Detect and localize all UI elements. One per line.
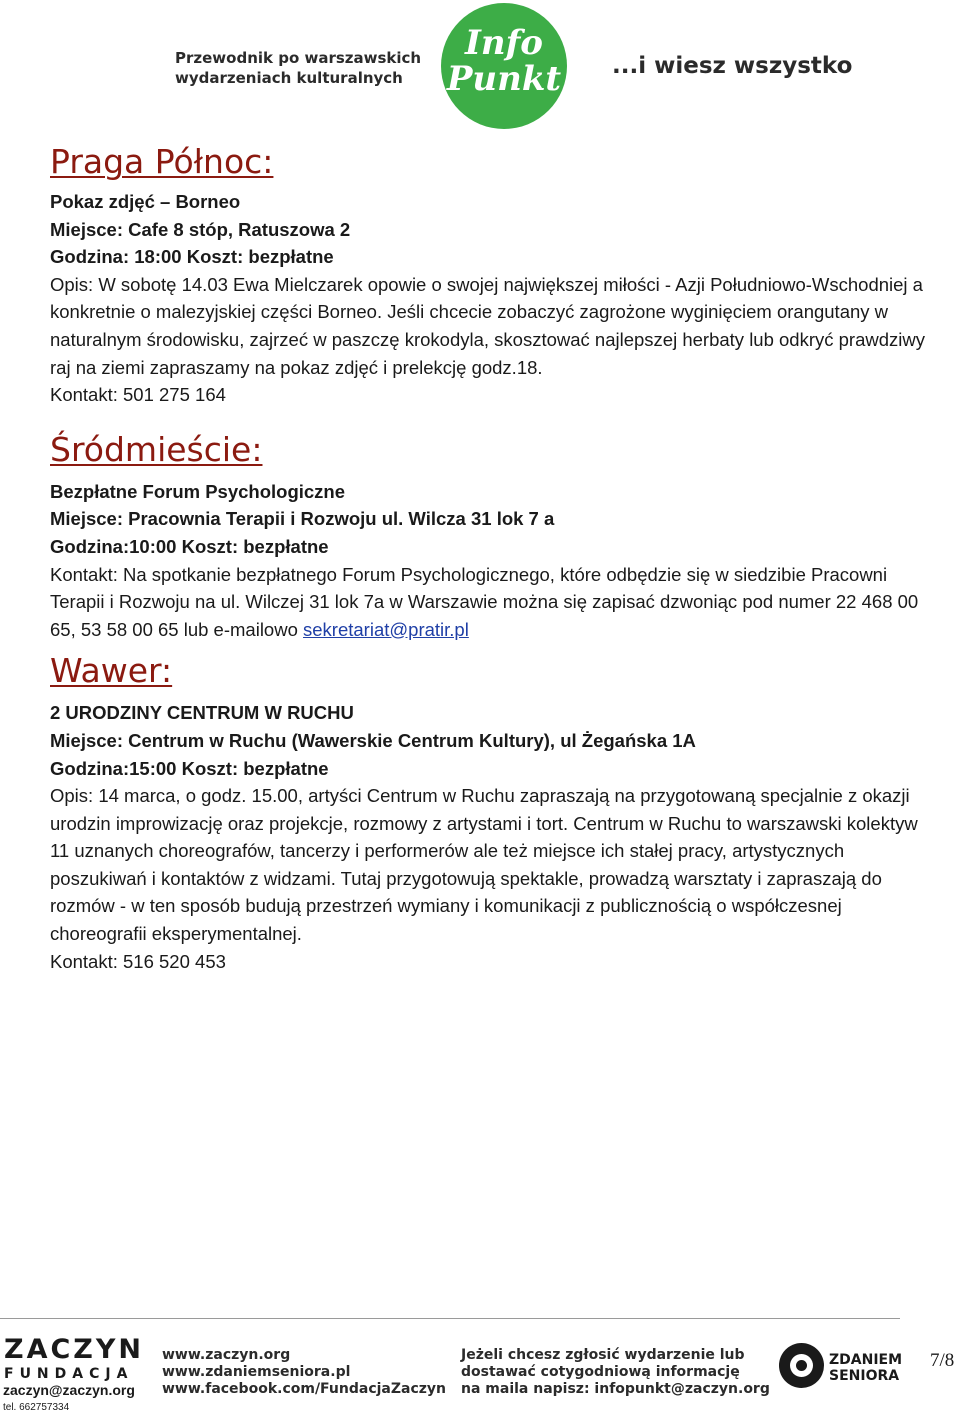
logo-line-info: Info — [465, 23, 543, 63]
zs-line1: ZDANIEM — [829, 1352, 903, 1368]
footer-email[interactable]: zaczyn@zaczyn.org — [3, 1382, 135, 1398]
guide-tagline-line2: wydarzeniach kulturalnych — [175, 69, 403, 87]
footer-links — [162, 1347, 446, 1398]
section-wawer — [50, 649, 940, 975]
page-number: 7/8 — [930, 1350, 955, 1371]
footer-link-zaczyn[interactable]: www.zaczyn.org — [162, 1347, 291, 1363]
event-place: Miejsce: Cafe 8 stóp, Ratuszowa 2 — [50, 218, 351, 240]
logo-line-punkt: Punkt — [446, 59, 562, 99]
event-title: 2 URODZINY CENTRUM W RUCHU — [50, 702, 354, 724]
event-contact: Kontakt: 516 520 453 — [50, 950, 226, 972]
section-heading: Praga Północ: — [50, 142, 274, 181]
logo-dot — [796, 1360, 807, 1371]
footer-notice-line1: Jeżeli chcesz zgłosić wydarzenie lub — [461, 1347, 745, 1363]
footer-notice — [461, 1347, 770, 1398]
footer-divider — [0, 1318, 900, 1319]
event-description: Opis: 14 marca, o godz. 15.00, artyści Centrum w Ruchu zapraszają na przygotowaną specjalnie z okazji urodzin improwizację oraz projekcje, rozmowy z artystami i tort. Centrum w Ruchu to warszawski kolektyw 11 uznanych choreografów, tancerzy i performerów ale też miejsce ich stałej pracy, artystycznych poszukiwań i kontaktów z widzami. Tutaj przygotowują spektakle, prowadzą warsztaty i zapraszają do rozmów - w ten sposób budują przestrzeń wymiany i komunikacji z publicznością o współczesnej choreografii eksperymentalnej. — [50, 785, 918, 945]
zdaniem-seniora-logo-icon — [779, 1343, 824, 1388]
event-time: Godzina: 18:00 Koszt: bezpłatne — [50, 246, 334, 268]
slogan: ...i wiesz wszystko — [612, 53, 853, 79]
info-punkt-logo-text — [441, 25, 567, 97]
section-heading: Wawer: — [50, 651, 173, 691]
section-praga — [50, 140, 940, 409]
section-heading: Śródmieście: — [50, 429, 263, 469]
page-footer — [0, 1310, 960, 1413]
guide-tagline-line1: Przewodnik po warszawskich — [175, 49, 422, 67]
events-content — [50, 140, 940, 975]
event-place: Miejsce: Centrum w Ruchu (Wawerskie Centrum Kultury), ul Żegańska 1A — [50, 729, 696, 751]
event-contact — [50, 561, 940, 644]
footer-phone: tel. 662757334 — [3, 1402, 70, 1413]
footer-link-facebook[interactable]: www.facebook.com/FundacjaZaczyn — [162, 1381, 447, 1397]
footer-notice-line2: dostawać cotygodniową informację — [461, 1364, 740, 1380]
zs-line2: SENIORA — [829, 1368, 900, 1384]
footer-notice-line3: na maila napisz: infopunkt@zaczyn.org — [461, 1381, 770, 1397]
guide-tagline — [175, 48, 421, 88]
zdaniem-seniora-logo-text — [829, 1352, 902, 1384]
email-link[interactable]: sekretariat@pratir.pl — [303, 618, 469, 640]
event-time: Godzina:10:00 Koszt: bezpłatne — [50, 535, 329, 557]
event-contact-text: Kontakt: Na spotkanie bezpłatnego Forum Psychologicznego, które odbędzie się w siedzibie Pracowni Terapii i Rozwoju na ul. Wilczej 31 lok 7a w Warszawie można się zapisać dzwoniąc pod numer 22 468 00 65, 53 58 00 65 lub e-mailowo — [50, 563, 919, 640]
event-title: Bezpłatne Forum Psychologiczne — [50, 480, 346, 502]
section-srodmiescie — [50, 428, 940, 644]
event-title: Pokaz zdjęć – Borneo — [50, 191, 241, 212]
fundacja-logo-text: FUNDACJA — [4, 1366, 134, 1382]
event-contact: Kontakt: 501 275 164 — [50, 384, 226, 406]
event-description: Opis: W sobotę 14.03 Ewa Mielczarek opowie o swojej największej miłości - Azji Południowo-Wschodniej a konkretnie o malezyjskiej części Borneo. Jeśli chcecie zobaczyć zagrożone wyginięciem orangutany w naturalnym środowisku, zajrzeć w paszczę krokodyla, skosztować najlepszej herbaty lub odkryć prawdziwy raj na ziemi zapraszamy na pokaz zdjęć i prelekcję godz.18. — [50, 273, 926, 378]
page-header — [0, 0, 960, 130]
event-place: Miejsce: Pracownia Terapii i Rozwoju ul. Wilcza 31 lok 7 a — [50, 508, 555, 530]
info-punkt-logo — [441, 3, 567, 129]
event-time: Godzina:15:00 Koszt: bezpłatne — [50, 757, 329, 779]
zaczyn-logo: ZACZYN — [4, 1334, 145, 1365]
footer-link-zdaniemseniora[interactable]: www.zdaniemseniora.pl — [162, 1364, 351, 1380]
